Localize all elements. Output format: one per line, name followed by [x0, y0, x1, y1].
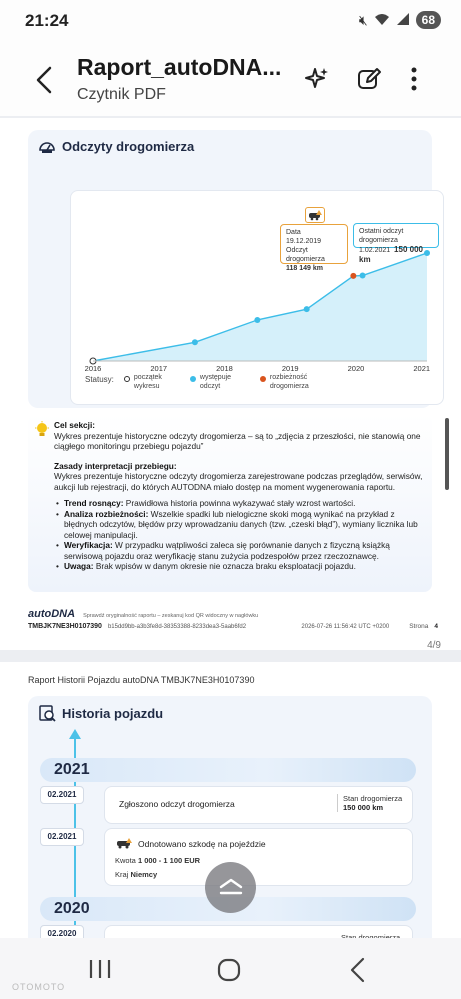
page-counter: 4/9 — [427, 640, 441, 651]
system-nav-bar — [0, 938, 461, 999]
pdf-page-4 — [0, 118, 461, 650]
legend-marker-discrepancy — [260, 376, 266, 382]
tooltip-reading-label: Odczyt drogomierza — [286, 247, 325, 263]
legend-label-discrepancy: rozbieżność drogomierza — [269, 374, 309, 390]
bullet-title: Trend rosnący: — [64, 498, 124, 508]
footer-vin: TMBJK7NE3H0107390 — [28, 623, 102, 630]
chevron-left-icon — [348, 957, 368, 983]
event-date: 02.2021 — [40, 786, 84, 804]
list-item — [54, 540, 426, 561]
wifi-icon — [374, 12, 390, 29]
x-tick-label: 2021 — [413, 364, 431, 373]
watermark-text: OTOMOTO — [12, 982, 66, 992]
event-date: 02.2021 — [40, 828, 84, 846]
chart-point-3 — [304, 306, 310, 312]
home-icon — [217, 958, 241, 982]
card-title: Historia pojazdu — [62, 705, 164, 721]
year-band-2021 — [40, 758, 416, 782]
list-item — [54, 561, 426, 572]
rules-text: Wykres prezentuje historyczne odczyty drogomierza zarejestrowane podczas przeglądów, serwisów, aukcji lub rejestracji, do których AUTODNA miało dostęp na moment wygenerowania raportu. — [54, 471, 423, 492]
otomoto-watermark — [12, 982, 65, 992]
tooltip-last-reading — [353, 223, 439, 264]
year-label: 2020 — [54, 900, 90, 917]
verify-text: Sprawdź oryginalność raportu – zeskanuj kod QR widoczny w nagłówku — [83, 613, 259, 619]
footer-page-label: Strona — [409, 623, 429, 630]
recent-apps-icon — [88, 958, 112, 980]
status-icons — [359, 11, 441, 29]
sparkle-icon — [303, 65, 331, 93]
nav-back-button[interactable] — [348, 957, 368, 988]
chart-point-1 — [192, 339, 198, 345]
event-date: 02.2020 — [40, 925, 84, 943]
event-meta-value: 150 000 km — [343, 803, 384, 812]
lightbulb-icon — [34, 421, 50, 444]
chart-point-5 — [360, 273, 366, 279]
chart-point-2 — [254, 317, 260, 323]
legend-label-start: początek wykresu — [133, 374, 162, 390]
chart-point-4 — [350, 273, 356, 279]
chart-legend — [85, 373, 324, 391]
history-icon — [38, 704, 56, 722]
rules-title: Zasady interpretacji przebiegu: — [54, 460, 177, 471]
legend-title: Statusy: — [85, 375, 114, 384]
tooltip-last-reading: 150 000 km — [359, 245, 423, 264]
event-card-damage[interactable] — [104, 828, 413, 886]
more-options-button[interactable] — [397, 62, 431, 96]
scrollbar-thumb[interactable] — [445, 418, 449, 490]
country-value: Niemcy — [130, 870, 158, 879]
home-button[interactable] — [217, 958, 241, 987]
info-box — [28, 414, 432, 592]
event-title: Zgłoszono odczyt drogomierza — [119, 799, 235, 809]
pdf-page-5 — [0, 662, 461, 962]
status-bar — [0, 0, 461, 44]
bullet-text: Brak wpisów w danym okresie nie oznacza braku eksploatacji pojazdu. — [93, 561, 356, 571]
edit-icon — [355, 65, 383, 93]
autodna-logo: autoDNA — [28, 608, 76, 620]
double-chevron-up-icon — [218, 878, 244, 898]
tooltip-date: 19.12.2019 — [286, 238, 322, 245]
goal-title: Cel sekcji: — [54, 420, 96, 430]
x-tick-label: 2016 — [84, 364, 102, 373]
legend-item-start — [124, 373, 180, 391]
legend-item-reading — [190, 373, 250, 391]
more-vert-icon — [410, 66, 418, 92]
amount-label: Kwota — [115, 856, 136, 865]
app-name: Czytnik PDF — [77, 86, 166, 103]
document-title: Raport_autoDNA... — [77, 54, 282, 80]
battery-indicator: 68 — [416, 11, 441, 29]
event-meta-label: Stan drogomierza — [343, 794, 403, 803]
odometer-chart — [70, 190, 444, 405]
scroll-to-top-button[interactable] — [205, 862, 256, 913]
recent-apps-button[interactable] — [88, 958, 112, 985]
page-footer — [28, 608, 438, 638]
bullet-title: Weryfikacja: — [64, 540, 113, 550]
country-label: Kraj — [115, 870, 129, 879]
card-title: Odczyty drogomierza — [62, 138, 195, 154]
ai-sparkle-button[interactable] — [300, 62, 334, 96]
tooltip-date-label: Data — [286, 229, 301, 236]
bullet-text: Wszelkie spadki lub nielogiczne skoki mogą wynikać na przykład z błędnych odczytów, błędów przy wprowadzaniu danych (tzw. „czeski błąd”), wymiany licznika lub celowej manipulacji. — [64, 508, 418, 540]
car-warning-icon — [305, 207, 325, 223]
x-tick-label: 2018 — [216, 364, 233, 373]
timeline-arrow-icon — [69, 729, 81, 739]
bullet-title: Uwaga: — [64, 561, 94, 571]
list-item — [54, 509, 426, 541]
rules-list — [54, 498, 426, 572]
goal-text: Wykres prezentuje historyczne odczyty drogomierza – są to „zdjęcia z przeszłości, nie stanowią one ciągłego monitoringu przebiegu pojazdu” — [54, 430, 421, 451]
amount-value: 1 000 - 1 100 EUR — [137, 856, 201, 865]
odometer-card — [28, 130, 432, 408]
footer-generated: 2026-07-26 11:56:42 UTC +0200 — [301, 624, 390, 630]
footer-page-number: 4 — [434, 623, 438, 630]
app-bar — [0, 44, 461, 116]
event-title: Odnotowano szkodę na pojeździe — [138, 839, 266, 849]
legend-label-reading: występuje odczyt — [199, 374, 232, 390]
back-button[interactable] — [30, 62, 60, 98]
mute-icon: 🔇︎ — [358, 11, 368, 28]
year-label: 2021 — [54, 761, 90, 778]
x-tick-label: 2019 — [281, 364, 299, 373]
event-card-odometer[interactable] — [104, 786, 413, 824]
list-item — [54, 498, 426, 509]
speedometer-icon — [38, 137, 56, 155]
tooltip-last-date: 1.02.2021 — [359, 247, 391, 254]
clock: 21:24 — [25, 11, 69, 30]
tooltip-last-label: Ostatni odczyt drogomierza — [359, 228, 404, 244]
tooltip-discrepancy — [280, 224, 348, 272]
arrow-left-icon — [30, 62, 60, 98]
page-header: Raport Historii Pojazdu autoDNA TMBJK7NE3H0107390 — [28, 675, 255, 685]
tooltip-reading: 118 149 km — [286, 265, 323, 272]
bullet-title: Analiza rozbieżności: — [64, 508, 149, 519]
bullet-text: Prawidłowa historia powinna wykazywać stały wzrost wartości. — [123, 498, 356, 508]
legend-item-discrepancy — [260, 373, 324, 391]
bullet-text: W przypadku wątpliwości zaleca się porównanie danych z fizyczną książką serwisową pojazdu oraz weryfikację stanu zużycia podzespołów przez rzeczoznawcę. — [64, 540, 390, 561]
legend-marker-start — [124, 376, 130, 382]
chart-area — [93, 253, 427, 361]
edit-button[interactable] — [352, 62, 386, 96]
signal-icon — [396, 12, 410, 29]
footer-hash: b15dd9bb-a3b3fe8d-38353388-8233dea3-5aab6fd2 — [107, 624, 247, 630]
car-damage-icon — [115, 838, 133, 850]
legend-marker-reading — [190, 376, 196, 382]
x-tick-label: 2017 — [150, 364, 168, 373]
x-tick-label: 2020 — [347, 364, 365, 373]
